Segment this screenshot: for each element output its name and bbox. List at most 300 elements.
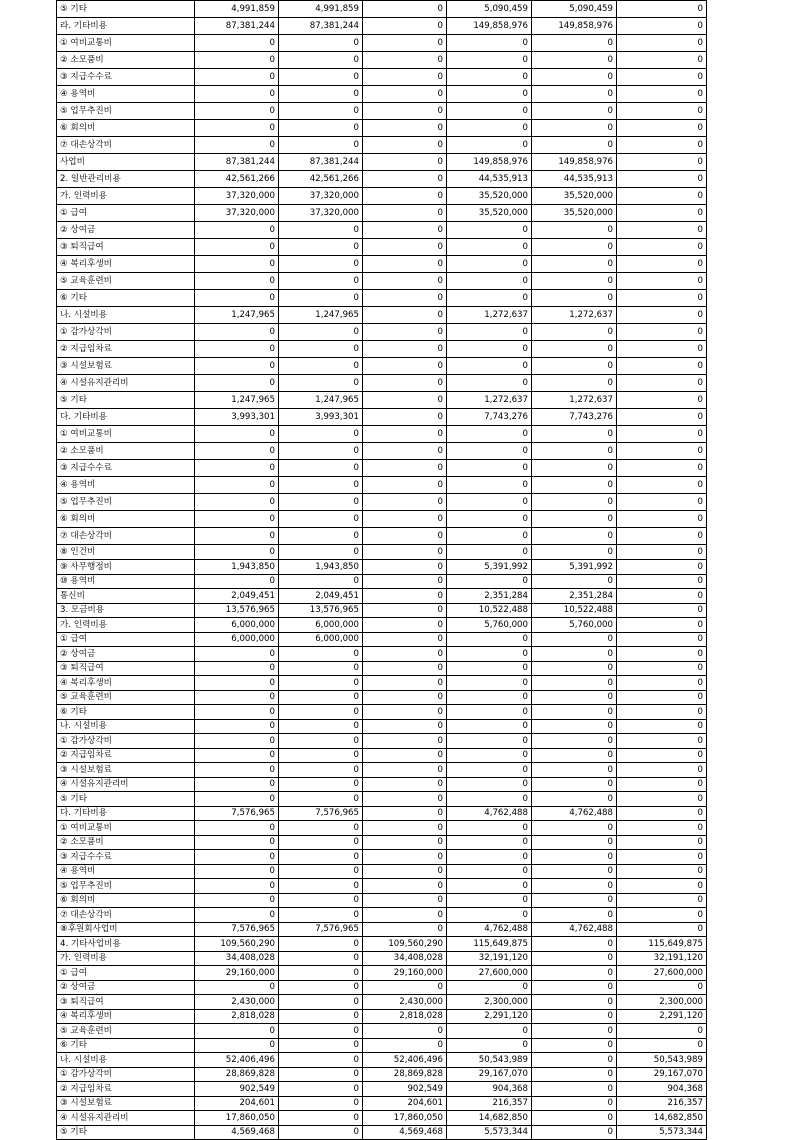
- amount-cell: 0: [195, 719, 279, 734]
- amount-cell: 0: [363, 647, 447, 662]
- amount-cell: 0: [195, 980, 279, 995]
- amount-cell: 13,576,965: [195, 603, 279, 618]
- amount-cell: 0: [532, 792, 617, 807]
- amount-cell: 0: [447, 511, 532, 528]
- amount-cell: 0: [617, 18, 707, 35]
- amount-cell: 0: [279, 893, 363, 908]
- table-row: [57, 18, 707, 35]
- amount-cell: 0: [279, 341, 363, 358]
- amount-cell: 0: [279, 1024, 363, 1039]
- amount-cell: 0: [279, 1053, 363, 1068]
- table-row: [57, 705, 707, 720]
- amount-cell: 0: [363, 661, 447, 676]
- amount-cell: 0: [279, 690, 363, 705]
- row-label-cell: ② 소모품비: [57, 52, 195, 69]
- amount-cell: 32,191,120: [617, 951, 707, 966]
- amount-cell: 0: [447, 893, 532, 908]
- amount-cell: 0: [532, 358, 617, 375]
- table-row: [57, 763, 707, 778]
- amount-cell: 0: [363, 545, 447, 560]
- row-label-cell: 나. 시설비용: [57, 1053, 195, 1068]
- row-label-cell: ① 감가상각비: [57, 1067, 195, 1082]
- amount-cell: 0: [617, 460, 707, 477]
- amount-cell: 0: [279, 1038, 363, 1053]
- table-row: [57, 719, 707, 734]
- amount-cell: 0: [363, 893, 447, 908]
- amount-cell: 0: [363, 239, 447, 256]
- amount-cell: 0: [532, 443, 617, 460]
- table-row: [57, 205, 707, 222]
- table-row: [57, 864, 707, 879]
- table-row: [57, 188, 707, 205]
- amount-cell: 0: [532, 35, 617, 52]
- amount-cell: 0: [532, 1009, 617, 1024]
- row-label-cell: 사업비: [57, 154, 195, 171]
- amount-cell: 0: [195, 676, 279, 691]
- amount-cell: 27,600,000: [447, 966, 532, 981]
- amount-cell: 3,993,301: [279, 409, 363, 426]
- table-row: [57, 375, 707, 392]
- table-row: [57, 893, 707, 908]
- amount-cell: 0: [617, 137, 707, 154]
- row-label-cell: ⑥ 기타: [57, 290, 195, 307]
- table-row: [57, 908, 707, 923]
- amount-cell: 0: [447, 632, 532, 647]
- amount-cell: 0: [447, 719, 532, 734]
- table-row: [57, 154, 707, 171]
- amount-cell: 10,522,488: [532, 603, 617, 618]
- amount-cell: 904,368: [617, 1082, 707, 1097]
- amount-cell: 0: [279, 748, 363, 763]
- table-row: [57, 1038, 707, 1053]
- amount-cell: 0: [279, 358, 363, 375]
- amount-cell: 2,049,451: [279, 589, 363, 604]
- row-label-cell: ① 여비교통비: [57, 426, 195, 443]
- row-label-cell: ⑩ 용역비: [57, 574, 195, 589]
- amount-cell: 0: [363, 792, 447, 807]
- amount-cell: 17,860,050: [195, 1111, 279, 1126]
- amount-cell: 0: [617, 647, 707, 662]
- table-row: [57, 52, 707, 69]
- amount-cell: 35,520,000: [532, 188, 617, 205]
- amount-cell: 0: [532, 528, 617, 545]
- amount-cell: 0: [363, 137, 447, 154]
- amount-cell: 0: [532, 748, 617, 763]
- table-row: [57, 879, 707, 894]
- amount-cell: 0: [279, 980, 363, 995]
- amount-cell: 5,391,992: [447, 560, 532, 575]
- row-label-cell: ⑥ 기타: [57, 705, 195, 720]
- amount-cell: 0: [363, 528, 447, 545]
- row-label-cell: ④ 용역비: [57, 477, 195, 494]
- amount-cell: 0: [195, 477, 279, 494]
- amount-cell: 52,406,496: [363, 1053, 447, 1068]
- amount-cell: 0: [532, 1096, 617, 1111]
- row-label-cell: 가. 인력비용: [57, 188, 195, 205]
- amount-cell: 0: [363, 589, 447, 604]
- amount-cell: 4,569,468: [363, 1125, 447, 1140]
- amount-cell: 0: [617, 618, 707, 633]
- amount-cell: 4,762,488: [447, 922, 532, 937]
- amount-cell: 0: [363, 307, 447, 324]
- amount-cell: 0: [195, 358, 279, 375]
- amount-cell: 1,247,965: [279, 392, 363, 409]
- amount-cell: 0: [363, 734, 447, 749]
- row-label-cell: 나. 시설비용: [57, 307, 195, 324]
- table-row: [57, 460, 707, 477]
- amount-cell: 52,406,496: [195, 1053, 279, 1068]
- table-row: [57, 35, 707, 52]
- amount-cell: 0: [279, 1125, 363, 1140]
- amount-cell: 0: [363, 341, 447, 358]
- amount-cell: 7,576,965: [279, 922, 363, 937]
- amount-cell: 0: [279, 937, 363, 952]
- amount-cell: 0: [279, 777, 363, 792]
- amount-cell: 0: [532, 290, 617, 307]
- amount-cell: 0: [617, 375, 707, 392]
- row-label-cell: ① 여비교통비: [57, 35, 195, 52]
- amount-cell: 0: [617, 273, 707, 290]
- table-row: [57, 995, 707, 1010]
- amount-cell: 1,247,965: [195, 392, 279, 409]
- amount-cell: 0: [532, 341, 617, 358]
- amount-cell: 0: [532, 120, 617, 137]
- amount-cell: 0: [279, 850, 363, 865]
- amount-cell: 37,320,000: [279, 205, 363, 222]
- table-row: [57, 477, 707, 494]
- amount-cell: 5,573,344: [617, 1125, 707, 1140]
- amount-cell: 0: [617, 574, 707, 589]
- amount-cell: 0: [279, 69, 363, 86]
- amount-cell: 1,943,850: [279, 560, 363, 575]
- amount-cell: 0: [195, 705, 279, 720]
- table-row: [57, 545, 707, 560]
- amount-cell: 204,601: [195, 1096, 279, 1111]
- amount-cell: 0: [532, 494, 617, 511]
- amount-cell: 0: [447, 661, 532, 676]
- amount-cell: 37,320,000: [195, 188, 279, 205]
- amount-cell: 0: [532, 324, 617, 341]
- amount-cell: 13,576,965: [279, 603, 363, 618]
- amount-cell: 0: [363, 222, 447, 239]
- amount-cell: 0: [617, 589, 707, 604]
- amount-cell: 0: [532, 1111, 617, 1126]
- amount-cell: 0: [279, 1111, 363, 1126]
- amount-cell: 0: [363, 922, 447, 937]
- amount-cell: 0: [363, 460, 447, 477]
- amount-cell: 0: [363, 560, 447, 575]
- amount-cell: 0: [617, 494, 707, 511]
- amount-cell: 0: [363, 603, 447, 618]
- amount-cell: 0: [532, 676, 617, 691]
- amount-cell: 0: [617, 409, 707, 426]
- amount-cell: 29,160,000: [363, 966, 447, 981]
- amount-cell: 0: [447, 821, 532, 836]
- amount-cell: 0: [617, 1024, 707, 1039]
- amount-cell: 0: [195, 120, 279, 137]
- amount-cell: 0: [617, 239, 707, 256]
- amount-cell: 34,408,028: [363, 951, 447, 966]
- amount-cell: 6,000,000: [279, 632, 363, 647]
- amount-cell: 0: [447, 528, 532, 545]
- amount-cell: 87,381,244: [279, 18, 363, 35]
- amount-cell: 2,291,120: [447, 1009, 532, 1024]
- amount-cell: 0: [363, 1038, 447, 1053]
- amount-cell: 4,762,488: [532, 922, 617, 937]
- amount-cell: 4,569,468: [195, 1125, 279, 1140]
- amount-cell: 0: [195, 341, 279, 358]
- row-label-cell: ③ 퇴직급여: [57, 995, 195, 1010]
- row-label-cell: ① 감가상각비: [57, 734, 195, 749]
- amount-cell: 0: [363, 443, 447, 460]
- table-row: [57, 1082, 707, 1097]
- amount-cell: 0: [195, 763, 279, 778]
- amount-cell: 0: [447, 460, 532, 477]
- amount-cell: 0: [532, 850, 617, 865]
- row-label-cell: ④ 시설유지관리비: [57, 777, 195, 792]
- amount-cell: 28,869,828: [363, 1067, 447, 1082]
- table-row: [57, 937, 707, 952]
- amount-cell: 0: [279, 574, 363, 589]
- amount-cell: 0: [279, 792, 363, 807]
- amount-cell: 0: [279, 35, 363, 52]
- row-label-cell: ⑦ 대손상각비: [57, 908, 195, 923]
- table-row: [57, 171, 707, 188]
- table-row: [57, 966, 707, 981]
- row-label-cell: 2. 일반관리비용: [57, 171, 195, 188]
- amount-cell: 3,993,301: [195, 409, 279, 426]
- amount-cell: 0: [363, 864, 447, 879]
- amount-cell: 7,743,276: [447, 409, 532, 426]
- amount-cell: 0: [195, 777, 279, 792]
- amount-cell: 0: [617, 980, 707, 995]
- amount-cell: 0: [279, 1082, 363, 1097]
- amount-cell: 0: [363, 632, 447, 647]
- row-label-cell: ② 상여금: [57, 222, 195, 239]
- amount-cell: 0: [447, 734, 532, 749]
- amount-cell: 0: [279, 460, 363, 477]
- amount-cell: 0: [617, 864, 707, 879]
- amount-cell: 0: [363, 35, 447, 52]
- amount-cell: 0: [195, 137, 279, 154]
- row-label-cell: ⑥ 회의비: [57, 511, 195, 528]
- amount-cell: 0: [363, 273, 447, 290]
- amount-cell: 0: [447, 835, 532, 850]
- amount-cell: 0: [617, 171, 707, 188]
- table-row: [57, 1024, 707, 1039]
- amount-cell: 0: [279, 1096, 363, 1111]
- amount-cell: 0: [363, 980, 447, 995]
- amount-cell: 0: [195, 35, 279, 52]
- row-label-cell: ④ 시설유지관리비: [57, 1111, 195, 1126]
- amount-cell: 0: [279, 426, 363, 443]
- amount-cell: 0: [617, 632, 707, 647]
- row-label-cell: ④ 복리후생비: [57, 1009, 195, 1024]
- amount-cell: 0: [617, 35, 707, 52]
- amount-cell: 0: [447, 324, 532, 341]
- amount-cell: 0: [363, 120, 447, 137]
- amount-cell: 37,320,000: [195, 205, 279, 222]
- row-label-cell: ② 소모품비: [57, 835, 195, 850]
- row-label-cell: ⑥ 회의비: [57, 893, 195, 908]
- amount-cell: 0: [617, 324, 707, 341]
- amount-cell: 0: [617, 205, 707, 222]
- amount-cell: 0: [363, 618, 447, 633]
- amount-cell: 0: [617, 86, 707, 103]
- amount-cell: 0: [195, 908, 279, 923]
- amount-cell: 0: [447, 1038, 532, 1053]
- amount-cell: 29,167,070: [447, 1067, 532, 1082]
- table-row: [57, 528, 707, 545]
- amount-cell: 0: [363, 1, 447, 18]
- amount-cell: 0: [195, 256, 279, 273]
- amount-cell: 87,381,244: [279, 154, 363, 171]
- amount-cell: 0: [532, 103, 617, 120]
- amount-cell: 0: [195, 52, 279, 69]
- row-label-cell: ⑤ 기타: [57, 792, 195, 807]
- amount-cell: 0: [617, 1, 707, 18]
- amount-cell: 0: [279, 222, 363, 239]
- table-row: [57, 1067, 707, 1082]
- row-label-cell: 다. 기타비용: [57, 409, 195, 426]
- amount-cell: 0: [617, 222, 707, 239]
- amount-cell: 2,300,000: [447, 995, 532, 1010]
- table-row: [57, 748, 707, 763]
- table-row: [57, 324, 707, 341]
- row-label-cell: 나. 시설비용: [57, 719, 195, 734]
- amount-cell: 0: [617, 835, 707, 850]
- amount-cell: 0: [447, 35, 532, 52]
- table-row: [57, 603, 707, 618]
- row-label-cell: ⑧후원회사업비: [57, 922, 195, 937]
- row-label-cell: ⑤ 기타: [57, 1125, 195, 1140]
- table-row: [57, 618, 707, 633]
- amount-cell: 42,561,266: [195, 171, 279, 188]
- amount-cell: 0: [617, 154, 707, 171]
- table-row: [57, 1096, 707, 1111]
- amount-cell: 0: [617, 734, 707, 749]
- amount-cell: 0: [363, 18, 447, 35]
- amount-cell: 0: [447, 777, 532, 792]
- row-label-cell: ③ 시설보험료: [57, 1096, 195, 1111]
- amount-cell: 2,818,028: [363, 1009, 447, 1024]
- row-label-cell: ⑤ 업무추진비: [57, 103, 195, 120]
- row-label-cell: ⑥ 회의비: [57, 120, 195, 137]
- amount-cell: 115,649,875: [617, 937, 707, 952]
- amount-cell: 4,762,488: [447, 806, 532, 821]
- row-label-cell: ② 상여금: [57, 980, 195, 995]
- row-label-cell: ⑦ 대손상각비: [57, 528, 195, 545]
- amount-cell: 0: [532, 52, 617, 69]
- amount-cell: 149,858,976: [447, 18, 532, 35]
- row-label-cell: ③ 퇴직급여: [57, 661, 195, 676]
- amount-cell: 0: [279, 647, 363, 662]
- amount-cell: 0: [617, 705, 707, 720]
- amount-cell: 0: [617, 256, 707, 273]
- amount-cell: 0: [195, 821, 279, 836]
- row-label-cell: ⑦ 대손상각비: [57, 137, 195, 154]
- amount-cell: 0: [617, 341, 707, 358]
- table-row: [57, 120, 707, 137]
- amount-cell: 0: [279, 443, 363, 460]
- row-label-cell: ③ 시설보험료: [57, 358, 195, 375]
- amount-cell: 0: [532, 647, 617, 662]
- amount-cell: 0: [363, 676, 447, 691]
- amount-cell: 0: [279, 1067, 363, 1082]
- amount-cell: 7,576,965: [195, 806, 279, 821]
- amount-cell: 0: [195, 426, 279, 443]
- amount-cell: 1,943,850: [195, 560, 279, 575]
- row-label-cell: ① 감가상각비: [57, 324, 195, 341]
- row-label-cell: ③ 시설보험료: [57, 763, 195, 778]
- amount-cell: 0: [363, 719, 447, 734]
- amount-cell: 0: [447, 676, 532, 691]
- expense-table: [56, 0, 707, 1140]
- table-row: [57, 511, 707, 528]
- amount-cell: 0: [363, 574, 447, 589]
- row-label-cell: ② 상여금: [57, 647, 195, 662]
- amount-cell: 0: [532, 69, 617, 86]
- amount-cell: 0: [279, 137, 363, 154]
- amount-cell: 0: [617, 477, 707, 494]
- amount-cell: 5,760,000: [447, 618, 532, 633]
- amount-cell: 0: [447, 86, 532, 103]
- amount-cell: 0: [363, 835, 447, 850]
- amount-cell: 0: [363, 290, 447, 307]
- amount-cell: 0: [195, 792, 279, 807]
- row-label-cell: ① 급여: [57, 632, 195, 647]
- amount-cell: 0: [532, 574, 617, 589]
- table-row: [57, 676, 707, 691]
- row-label-cell: ① 급여: [57, 966, 195, 981]
- amount-cell: 0: [279, 835, 363, 850]
- row-label-cell: 라. 기타비용: [57, 18, 195, 35]
- amount-cell: 109,560,290: [195, 937, 279, 952]
- table-row: [57, 589, 707, 604]
- table-row: [57, 951, 707, 966]
- amount-cell: 0: [532, 719, 617, 734]
- table-row: [57, 239, 707, 256]
- amount-cell: 0: [363, 426, 447, 443]
- amount-cell: 0: [279, 879, 363, 894]
- amount-cell: 4,762,488: [532, 806, 617, 821]
- amount-cell: 5,391,992: [532, 560, 617, 575]
- amount-cell: 0: [447, 290, 532, 307]
- amount-cell: 0: [532, 1082, 617, 1097]
- amount-cell: 0: [195, 1024, 279, 1039]
- amount-cell: 7,743,276: [532, 409, 617, 426]
- amount-cell: 0: [532, 632, 617, 647]
- amount-cell: 0: [447, 908, 532, 923]
- amount-cell: 0: [195, 103, 279, 120]
- row-label-cell: 통신비: [57, 589, 195, 604]
- amount-cell: 34,408,028: [195, 951, 279, 966]
- amount-cell: 0: [195, 661, 279, 676]
- amount-cell: 0: [279, 676, 363, 691]
- expense-table-body: [57, 1, 707, 1140]
- amount-cell: 37,320,000: [279, 188, 363, 205]
- table-row: [57, 574, 707, 589]
- amount-cell: 2,430,000: [363, 995, 447, 1010]
- amount-cell: 0: [279, 256, 363, 273]
- amount-cell: 216,357: [447, 1096, 532, 1111]
- amount-cell: 0: [195, 222, 279, 239]
- amount-cell: 0: [447, 705, 532, 720]
- amount-cell: 27,600,000: [617, 966, 707, 981]
- table-row: [57, 69, 707, 86]
- row-label-cell: ⑤ 교육훈련비: [57, 1024, 195, 1039]
- amount-cell: 2,049,451: [195, 589, 279, 604]
